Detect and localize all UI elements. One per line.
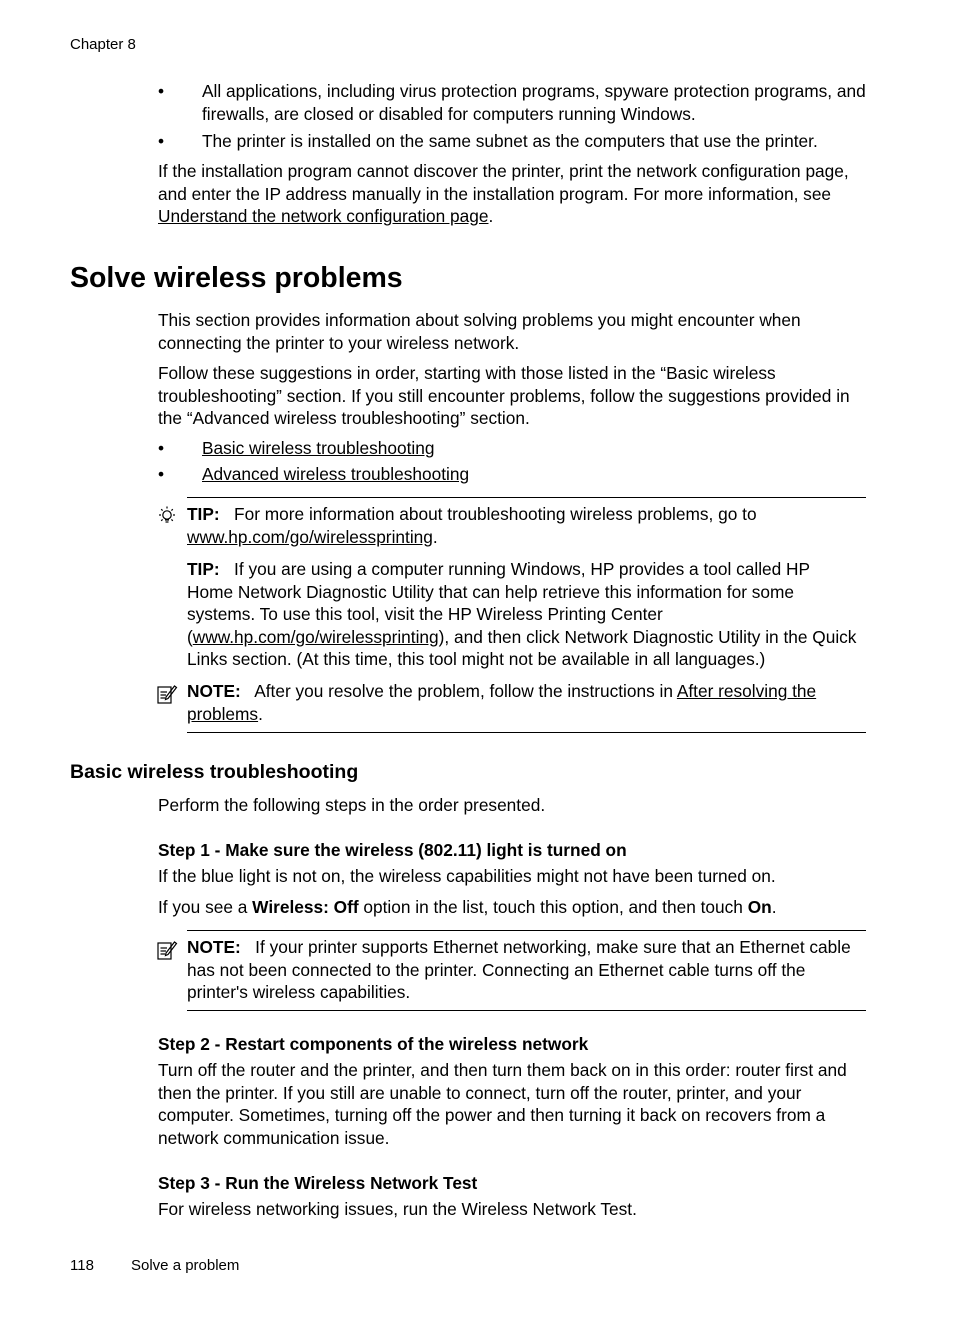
page-number: 118 [70, 1257, 94, 1274]
chapter-header: Chapter 8 [70, 36, 136, 53]
section-paragraph: Follow these suggestions in order, starting with those listed in the “Basic wireless troubleshooting” section. If you still encounter problems, follow the suggestions provided in the “Advanced wireless troubleshooting” section. [158, 363, 850, 428]
note-label: NOTE: [187, 681, 241, 701]
callout-top-rule [187, 497, 866, 498]
step-1-text: If you see a [158, 897, 253, 917]
lightbulb-icon [156, 505, 178, 527]
step-1-paragraph: If the blue light is not on, the wireless capabilities might not have been turned on. [158, 866, 776, 886]
list-item-text: All applications, including virus protection programs, spyware protection programs, and firewalls, are closed or disabled for computers running Windows. [202, 81, 866, 124]
bullet: • [158, 464, 165, 484]
section-paragraph: This section provides information about solving problems you might encounter when connecting the printer to your wireless network. [158, 310, 801, 353]
tip-label: TIP: [187, 559, 220, 579]
after-resolving-link[interactable]: After resolving the problems [187, 681, 817, 724]
step-2-title: Step 2 - Restart components of the wireless network [158, 1034, 589, 1054]
tip-callout [187, 503, 867, 548]
note-callout [187, 936, 867, 1004]
network-config-link[interactable]: Understand the network configuration page [158, 206, 489, 226]
note-text-end: . [258, 703, 263, 724]
subsection-title: Basic wireless troubleshooting [70, 761, 359, 783]
tip-text: If you are using a computer running Windows, HP provides a tool called HP Home Network Diagnostic Utility that can help retrieve this information for some systems. To use this tool, visit the HP Wireless Printing Center ( [187, 559, 810, 647]
wireless-off-option: Wireless: Off [252, 897, 359, 917]
list-item [158, 130, 878, 153]
bullet: • [158, 81, 165, 101]
bullet: • [158, 438, 165, 458]
wireless-printing-center-link[interactable]: www.hp.com/go/wirelessprinting [192, 626, 439, 647]
tip-callout [187, 558, 857, 671]
step-1-text: . [771, 897, 777, 917]
page-title: Solve wireless problems [70, 262, 403, 294]
step-1-text: option in the list, touch this option, and then touch [358, 897, 748, 917]
tip-text: For more information about troubleshooting wireless problems, go to [234, 504, 757, 524]
note-callout [187, 680, 867, 725]
footer-section: Solve a problem [131, 1257, 240, 1274]
step-2-paragraph: Turn off the router and the printer, and then turn them back on in this order: router first and then the printer. If you still are unable to connect, turn off the router, printer, and your computer. Sometimes, turning off the power and then turning it back on recovers from a network communication issue. [158, 1060, 847, 1148]
list-item [158, 463, 878, 486]
note-pencil-icon [156, 683, 178, 705]
list-item [158, 437, 878, 460]
bullet: • [158, 131, 165, 151]
tip-label: TIP: [187, 504, 220, 524]
note-label: NOTE: [187, 937, 241, 957]
basic-troubleshooting-link[interactable]: Basic wireless troubleshooting [202, 438, 435, 458]
intro-text: If the installation program cannot discover the printer, print the network configuration page, and enter the IP address manually in the installation program. For more information, see [158, 161, 849, 204]
list-item-text: The printer is installed on the same subnet as the computers that use the printer. [202, 131, 818, 151]
step-3-paragraph: For wireless networking issues, run the Wireless Network Test. [158, 1199, 637, 1219]
step-3-title: Step 3 - Run the Wireless Network Test [158, 1173, 478, 1193]
step-1-title: Step 1 - Make sure the wireless (802.11) light is turned on [158, 840, 627, 860]
list-item [158, 80, 878, 126]
subsection-intro: Perform the following steps in the order presented. [158, 795, 546, 815]
callout-bottom-rule [187, 732, 866, 733]
intro-paragraph [158, 160, 858, 228]
note-text: After you resolve the problem, follow the instructions in [254, 681, 677, 701]
intro-text-end: . [488, 206, 494, 226]
note-pencil-icon [156, 939, 178, 961]
tip-text-end: . [432, 526, 438, 547]
tip-text-end: ), and then click Network Diagnostic Utility in the Quick Links section. (At this time, this tool might not be available in all languages.) [187, 626, 857, 669]
wireless-printing-link[interactable]: www.hp.com/go/wirelessprinting [187, 526, 433, 547]
advanced-troubleshooting-link[interactable]: Advanced wireless troubleshooting [202, 464, 470, 484]
callout-bottom-rule [187, 1010, 866, 1011]
note-text: If your printer supports Ethernet networking, make sure that an Ethernet cable has not been connected to the printer. Connecting an Ethernet cable turns off the printer's wireless capabilities. [187, 937, 851, 1002]
step-1-paragraph-2 [158, 896, 858, 919]
callout-top-rule [187, 930, 866, 931]
on-option: On [747, 897, 772, 917]
